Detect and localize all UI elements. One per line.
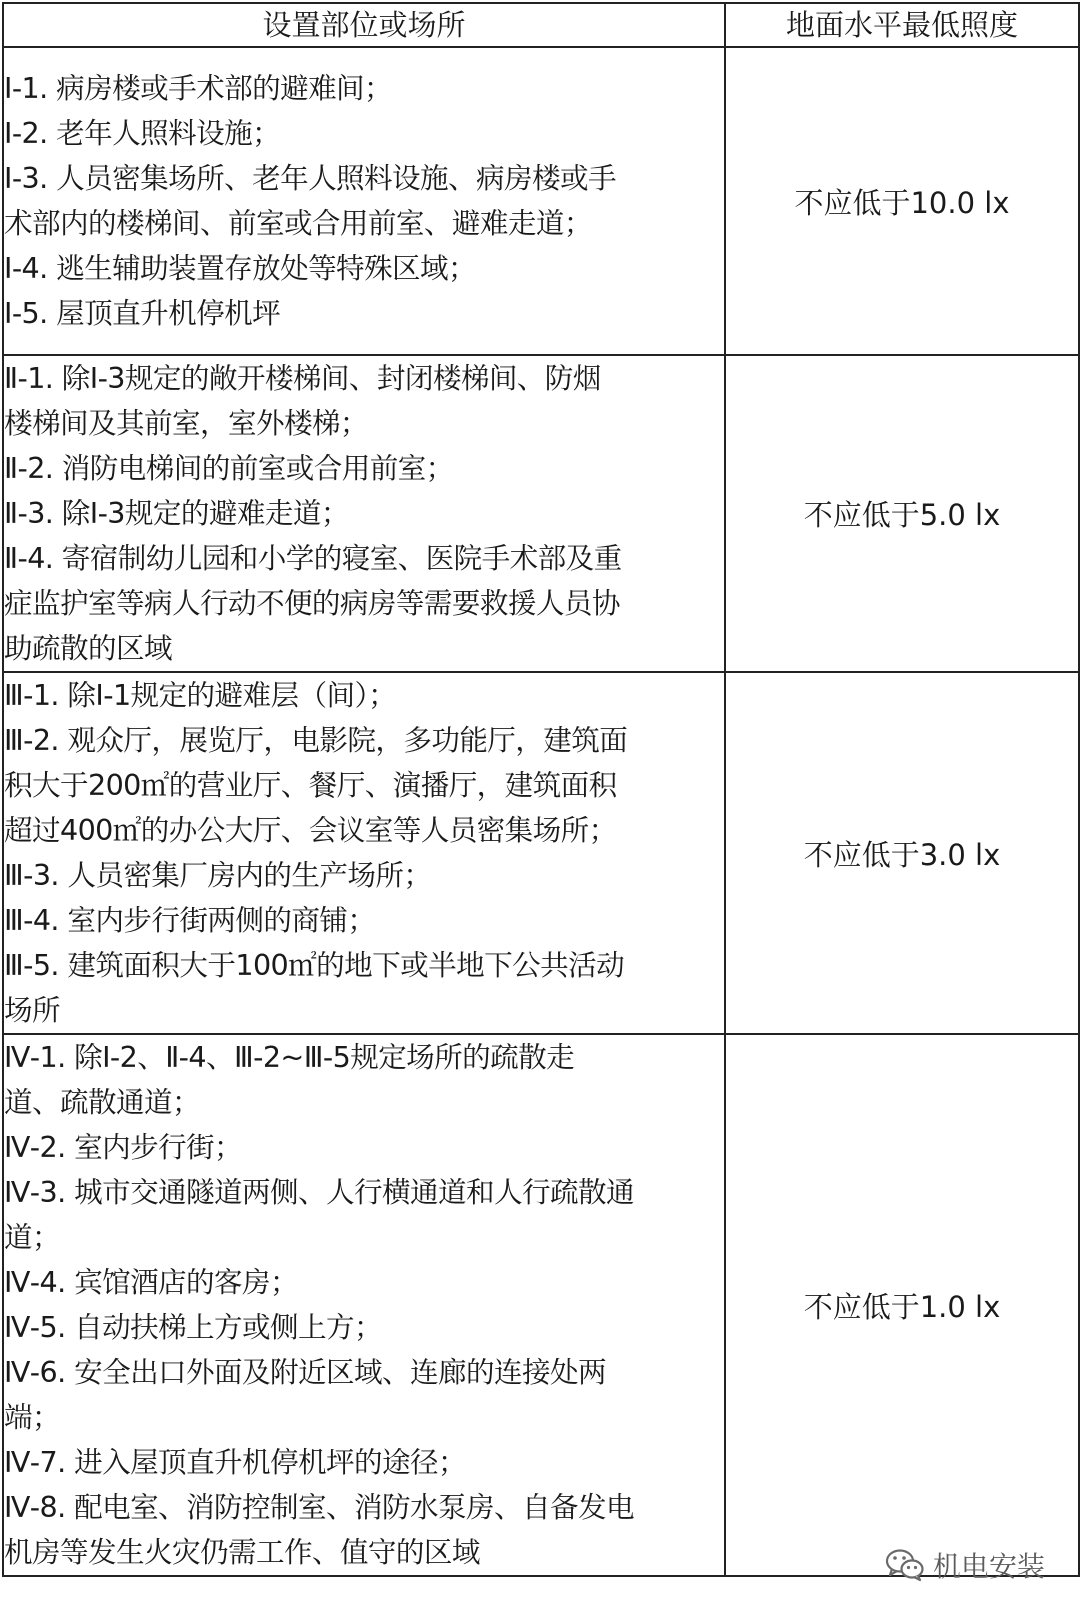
table-row: [3, 355, 1079, 672]
location-line: 道、疏散通道；: [4, 1085, 200, 1119]
lux-cell: 不应低于3.0 lx: [725, 672, 1079, 1034]
table-row: [3, 672, 1079, 1034]
location-line: Ⅳ-7. 进入屋顶直升机停机坪的途径；: [4, 1445, 466, 1479]
location-line: 助疏散的区域: [4, 631, 172, 665]
header-row: [3, 3, 1079, 47]
location-line: Ⅳ-2. 室内步行街；: [4, 1130, 243, 1164]
location-line: Ⅰ-4. 逃生辅助装置存放处等特殊区域；: [4, 251, 477, 285]
lux-cell: 不应低于5.0 lx: [725, 355, 1079, 672]
location-line: Ⅰ-1. 病房楼或手术部的避难间；: [4, 71, 393, 105]
location-line: 症监护室等病人行动不便的病房等需要救援人员协: [4, 586, 620, 620]
location-line: Ⅳ-3. 城市交通隧道两侧、人行横通道和人行疏散通: [4, 1175, 634, 1209]
location-cell: [3, 1034, 725, 1576]
lux-cell: 不应低于1.0 lx: [725, 1034, 1079, 1576]
location-line: Ⅱ-3. 除Ⅰ-3规定的避难走道；: [4, 496, 349, 530]
location-line: Ⅲ-2. 观众厅，展览厅，电影院，多功能厅，建筑面: [4, 723, 628, 757]
location-line: Ⅲ-1. 除Ⅰ-1规定的避难层（间）；: [4, 678, 397, 712]
location-line: Ⅳ-6. 安全出口外面及附近区域、连廊的连接处两: [4, 1355, 606, 1389]
illuminance-table: [2, 2, 1080, 1577]
wechat-icon: [885, 1548, 925, 1582]
watermark-text: 机电安装: [933, 1550, 1046, 1583]
location-line: 积大于200㎡的营业厅、餐厅、演播厅，建筑面积: [4, 768, 617, 802]
location-line: Ⅰ-5. 屋顶直升机停机坪: [4, 296, 281, 330]
header-lux: 地面水平最低照度: [725, 3, 1079, 47]
location-line: Ⅲ-3. 人员密集厂房内的生产场所；: [4, 858, 432, 892]
lux-cell: 不应低于10.0 lx: [725, 47, 1079, 355]
watermark: [885, 1545, 1045, 1585]
location-line: Ⅲ-5. 建筑面积大于100㎡的地下或半地下公共活动: [4, 948, 625, 982]
table-row: [3, 47, 1079, 355]
header-location: 设置部位或场所: [3, 3, 725, 47]
location-line: 术部内的楼梯间、前室或合用前室、避难走道；: [4, 206, 592, 240]
location-line: Ⅱ-4. 寄宿制幼儿园和小学的寝室、医院手术部及重: [4, 541, 622, 575]
location-line: 机房等发生火灾仍需工作、值守的区域: [4, 1535, 480, 1569]
location-line: 场所: [4, 993, 60, 1027]
location-line: Ⅱ-1. 除Ⅰ-3规定的敞开楼梯间、封闭楼梯间、防烟: [4, 361, 601, 395]
location-line: Ⅰ-2. 老年人照料设施；: [4, 116, 281, 150]
location-cell: [3, 355, 725, 672]
location-line: Ⅱ-2. 消防电梯间的前室或合用前室；: [4, 451, 454, 485]
location-line: 道；: [4, 1220, 60, 1254]
location-line: 超过400㎡的办公大厅、会议室等人员密集场所；: [4, 813, 617, 847]
location-line: Ⅰ-3. 人员密集场所、老年人照料设施、病房楼或手: [4, 161, 616, 195]
location-cell: [3, 47, 725, 355]
location-line: Ⅳ-1. 除Ⅰ-2、Ⅱ-4、Ⅲ-2~Ⅲ-5规定场所的疏散走: [4, 1040, 575, 1074]
location-cell: [3, 672, 725, 1034]
table-row: [3, 1034, 1079, 1576]
location-line: Ⅳ-8. 配电室、消防控制室、消防水泵房、自备发电: [4, 1490, 634, 1524]
location-line: Ⅲ-4. 室内步行街两侧的商铺；: [4, 903, 376, 937]
location-line: Ⅳ-4. 宾馆酒店的客房；: [4, 1265, 299, 1299]
location-line: Ⅳ-5. 自动扶梯上方或侧上方；: [4, 1310, 383, 1344]
location-line: 端；: [4, 1400, 60, 1434]
location-line: 楼梯间及其前室，室外楼梯；: [4, 406, 368, 440]
